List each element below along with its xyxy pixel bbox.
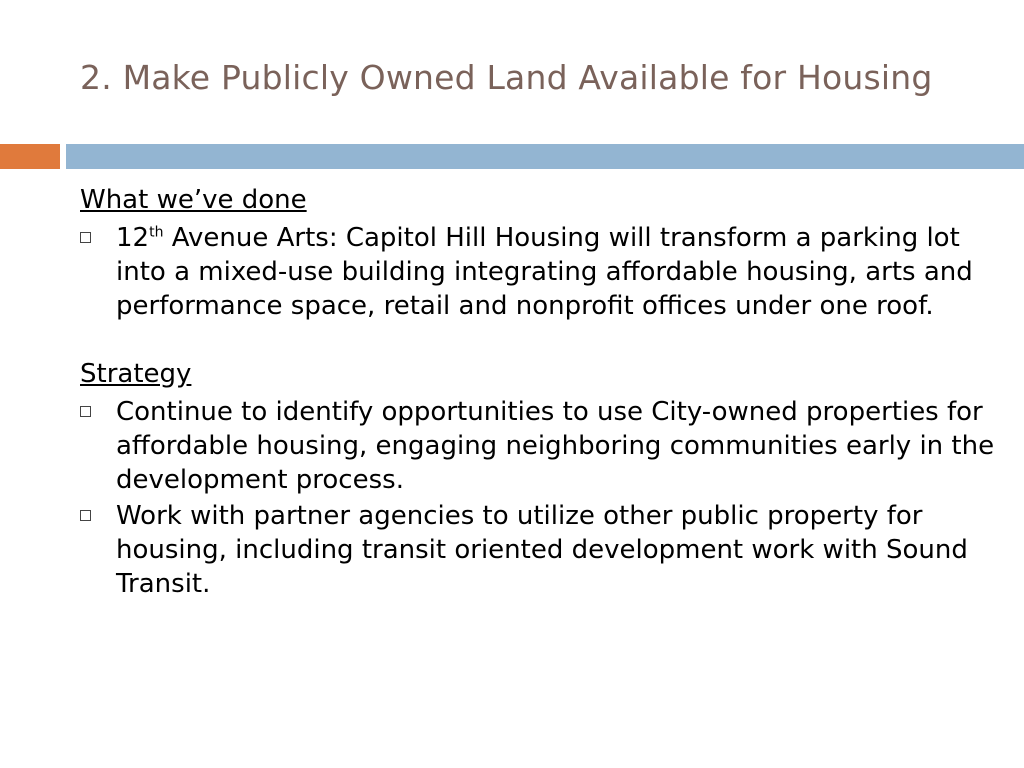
slide-title: 2. Make Publicly Owned Land Available for Housing [80, 58, 933, 97]
bullet-list-strategy [80, 395, 1000, 601]
square-bullet-icon [80, 406, 91, 417]
slide-content [80, 183, 1000, 603]
list-item [80, 395, 1000, 497]
square-bullet-icon [80, 232, 91, 243]
section-heading-done: What we’ve done [80, 185, 307, 215]
item-text: Continue to identify opportunities to use City-owned properties for affordable housing, engaging neighboring communities early in the development process. [116, 397, 995, 495]
item-text: Avenue Arts: Capitol Hill Housing will transform a parking lot into a mixed-use building integrating affordable housing, arts and performance space, retail and nonprofit offices under one roof. [116, 223, 973, 321]
item-lead-number: 12 [116, 223, 150, 253]
list-item [80, 221, 1000, 323]
accent-band-orange [0, 144, 60, 169]
accent-band-blue [66, 144, 1024, 169]
square-bullet-icon [80, 510, 91, 521]
list-item [80, 499, 1000, 601]
item-text: Work with partner agencies to utilize other public property for housing, including transit oriented development work with Sound Transit. [116, 501, 968, 599]
item-lead-superscript: th [149, 224, 164, 241]
bullet-list-done [80, 221, 1000, 323]
section-heading-strategy: Strategy [80, 359, 192, 389]
